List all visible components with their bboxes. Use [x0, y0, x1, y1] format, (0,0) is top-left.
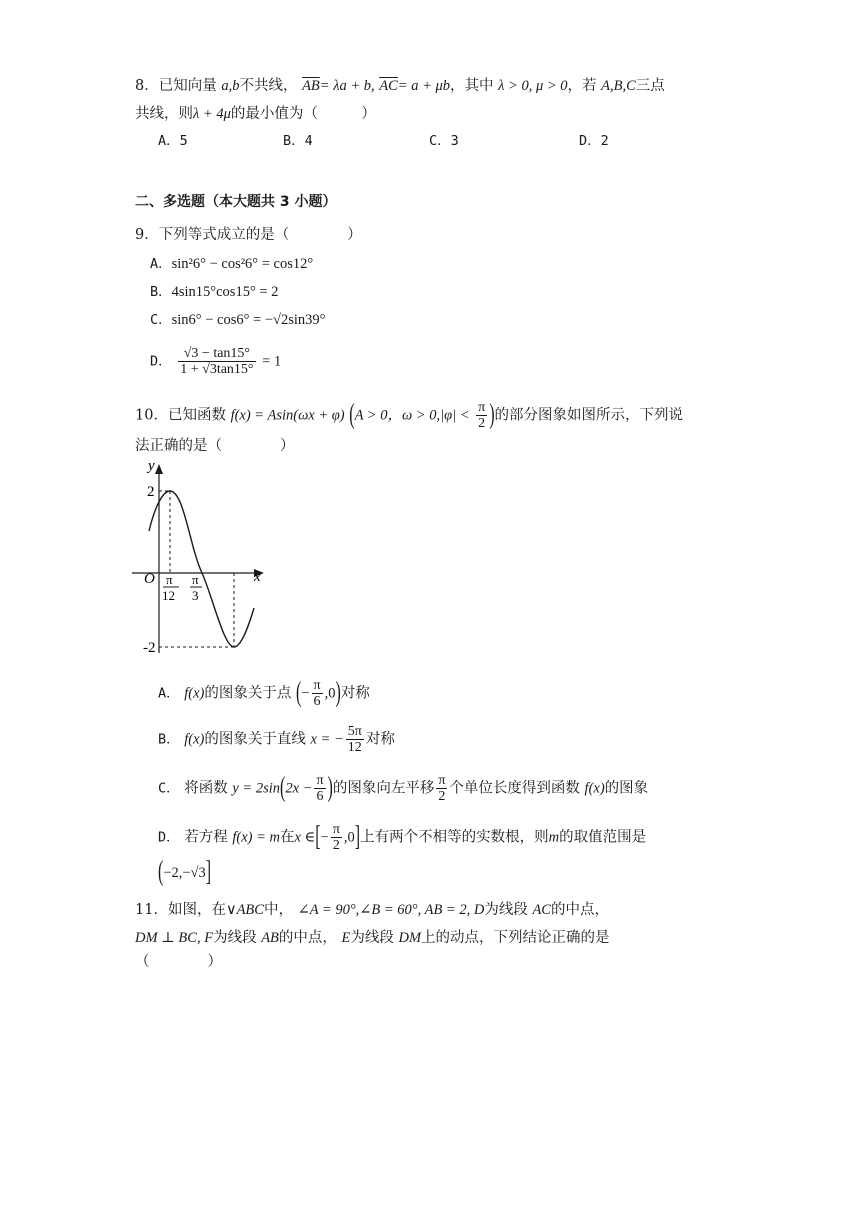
- q8-text: 不共线，: [239, 78, 298, 94]
- q9-option-c[interactable]: [150, 310, 325, 330]
- denominator: 1 + √3tan15°: [180, 362, 254, 377]
- paren: ): [335, 677, 341, 708]
- option-label: B．: [150, 284, 172, 300]
- q8-text: 已知向量: [158, 78, 217, 94]
- paren: (: [280, 772, 286, 803]
- numerator: √3 − tan15°: [178, 346, 255, 362]
- option-math: x = −: [310, 731, 344, 748]
- q11-text: 11．如图，在: [135, 902, 226, 918]
- option-fraction: [346, 724, 364, 755]
- q11-segment: DM: [398, 930, 422, 946]
- q10-number: 10．: [135, 407, 168, 424]
- option-math: y = 2sin: [232, 780, 281, 797]
- q10-option-d[interactable]: D． 若方程 f(x) = m在x ∈[− $\frac{\pi}{2}$ ,0]上有两个不相等的实数根，则m的取值范围是: [158, 822, 646, 853]
- q8-text: ，若: [567, 78, 597, 94]
- q11-text: 上的动点，下列结论正确的是: [421, 930, 610, 946]
- option-text: 的取值范围是: [559, 829, 647, 846]
- q10-fraction: [476, 400, 487, 431]
- q9-option-d[interactable]: [150, 346, 281, 377]
- option-label: D．: [150, 353, 172, 370]
- q10-condition: A > 0，ω > 0,|φ| <: [354, 407, 470, 424]
- q11-point: E: [341, 930, 351, 946]
- option-math: x ∈: [294, 829, 316, 846]
- q8-text: 共线，则: [135, 106, 193, 122]
- tick1-denominator: 12: [162, 588, 175, 603]
- q11-text: 为线段: [484, 902, 528, 918]
- y-min-label: -2: [143, 640, 156, 656]
- q10-line2: 法正确的是（ ）: [135, 438, 295, 454]
- option-func: f(x): [184, 731, 205, 748]
- option-var: m: [548, 829, 560, 846]
- option-text: 若方程: [184, 829, 228, 846]
- option-label: A．: [150, 256, 172, 272]
- option-func: f(x): [184, 685, 205, 702]
- sine-curve: [149, 491, 254, 647]
- option-text: 在: [280, 829, 295, 846]
- q11-text: 为线段: [350, 930, 394, 946]
- tick1-numerator: π: [166, 572, 173, 587]
- tick2-numerator: π: [192, 572, 199, 587]
- q10-text: 的部分图象如图所示，下列说: [494, 407, 684, 424]
- option-func: f(x): [584, 780, 605, 797]
- option-text: 对称: [340, 685, 370, 702]
- option-label: C．: [158, 780, 180, 797]
- option-math: = 1: [262, 353, 282, 370]
- option-fraction: [312, 678, 323, 709]
- option-text: 的图象: [604, 780, 649, 797]
- q8-text: ，其中: [450, 78, 494, 94]
- numerator: π: [316, 773, 324, 788]
- option-fraction: [314, 773, 325, 804]
- bracket: ]: [354, 821, 361, 852]
- q8-eq1: = λa + b,: [319, 78, 375, 94]
- numerator: 5π: [347, 724, 362, 739]
- option-text: 的图象关于点: [204, 685, 292, 702]
- q10-option-c[interactable]: [158, 773, 648, 804]
- q11-triangle: ∨ABC: [225, 902, 264, 918]
- option-text: 个单位长度得到函数: [449, 780, 580, 797]
- q10-graph: [128, 458, 273, 658]
- option-math: 2x −: [285, 780, 313, 797]
- q11-line1: [135, 900, 609, 920]
- q8-vector-ab: $\overline{AB}$: [302, 78, 320, 94]
- q8-line1: [135, 76, 665, 96]
- q8-points: A,B,C: [601, 78, 636, 94]
- q10-option-a[interactable]: A． f(x)的图象关于点 (− $\frac{\pi}{6}$ ,0)对称: [158, 678, 370, 709]
- denominator: 2: [332, 838, 340, 853]
- option-fraction: [331, 822, 342, 853]
- q9-option-b[interactable]: [150, 282, 278, 302]
- option-label: A．: [158, 685, 180, 702]
- option-math: sin6° − cos6° = −√2sin39°: [171, 312, 326, 328]
- origin-label: O: [144, 571, 155, 587]
- q11-text: 为线段: [213, 930, 257, 946]
- denominator: 6: [316, 789, 324, 804]
- option-text: 的图象向左平移: [332, 780, 435, 797]
- option-math: f(x) = m: [232, 829, 280, 846]
- denominator: 2: [478, 416, 486, 431]
- y-label: y: [148, 458, 155, 474]
- q8-option-a[interactable]: A．5: [158, 133, 188, 149]
- denominator: 6: [313, 694, 321, 709]
- option-math: ,0: [324, 685, 336, 702]
- numerator: π: [313, 678, 321, 693]
- section-title: 二、多选题（本大题共 3 小题）: [135, 194, 337, 210]
- paren: ): [327, 772, 333, 803]
- q11-text: 中，: [263, 902, 293, 918]
- q9-d-fraction: [178, 346, 255, 377]
- bracket: ]: [205, 856, 212, 888]
- q10-text: 已知函数: [167, 407, 226, 424]
- option-text: 对称: [365, 731, 395, 748]
- q8-expression: λ + 4μ: [193, 106, 231, 122]
- y-axis-arrow: [155, 464, 163, 474]
- x-label: x: [254, 569, 261, 585]
- q8-eq2: = a + μb: [397, 78, 451, 94]
- q8-vector-ac: $\overline{AC}$: [379, 78, 398, 94]
- q8-line2: [135, 104, 376, 124]
- q11-condition: DM ⊥ BC, F: [135, 930, 214, 946]
- q11-text: 的中点，: [550, 902, 609, 918]
- option-label: C．: [150, 312, 172, 328]
- denominator: 12: [347, 740, 362, 755]
- numerator: π: [438, 773, 446, 788]
- q11-line2: [135, 928, 610, 948]
- q9-option-a[interactable]: [150, 254, 313, 274]
- q11-condition: ∠A = 90°,∠B = 60°, AB = 2, D: [297, 902, 485, 918]
- option-text: 的图象关于直线: [204, 731, 306, 748]
- option-math: sin²6° − cos²6° = cos12°: [171, 256, 314, 272]
- option-text: 将函数: [184, 780, 228, 797]
- q10-line1: [135, 400, 683, 431]
- numerator: π: [478, 400, 486, 415]
- option-label: B．: [158, 731, 180, 748]
- paren: (: [158, 856, 164, 888]
- q11-segment: AC: [532, 902, 551, 918]
- paren: ): [489, 399, 495, 430]
- tick2-denominator: 3: [192, 588, 199, 603]
- q9-stem: 9．下列等式成立的是（ ）: [135, 227, 362, 243]
- numerator: π: [332, 822, 340, 837]
- option-range: −2,−√3: [163, 865, 206, 881]
- option-math: ,0: [343, 829, 355, 846]
- q8-vectors: a,b: [221, 78, 240, 94]
- q10-option-d-range: [158, 856, 212, 888]
- q8-text: 三点: [635, 78, 665, 94]
- paren: (: [295, 677, 302, 708]
- q8-number: 8．: [135, 78, 159, 94]
- q10-option-b[interactable]: [158, 724, 395, 755]
- option-math: 4sin15°cos15° = 2: [171, 284, 279, 300]
- q11-text: 的中点，: [278, 930, 337, 946]
- option-fraction: [436, 773, 447, 804]
- bracket: [: [315, 821, 321, 852]
- q8-text: 的最小值为（ ）: [230, 106, 376, 122]
- y-max-label: 2: [147, 484, 155, 500]
- q8-option-d[interactable]: D．2: [579, 133, 609, 149]
- q11-line3: （ ）: [135, 954, 222, 970]
- option-label: D．: [158, 829, 180, 846]
- option-text: 上有两个不相等的实数根，则: [360, 829, 549, 846]
- denominator: 2: [438, 789, 446, 804]
- q10-function: f(x) = Asin(ωx + φ): [230, 407, 345, 424]
- paren: (: [349, 399, 355, 430]
- q11-segment: AB: [261, 930, 279, 946]
- q8-option-c[interactable]: C．3: [429, 133, 459, 149]
- q8-option-b[interactable]: B．4: [283, 133, 313, 149]
- q8-condition: λ > 0, μ > 0: [498, 78, 568, 94]
